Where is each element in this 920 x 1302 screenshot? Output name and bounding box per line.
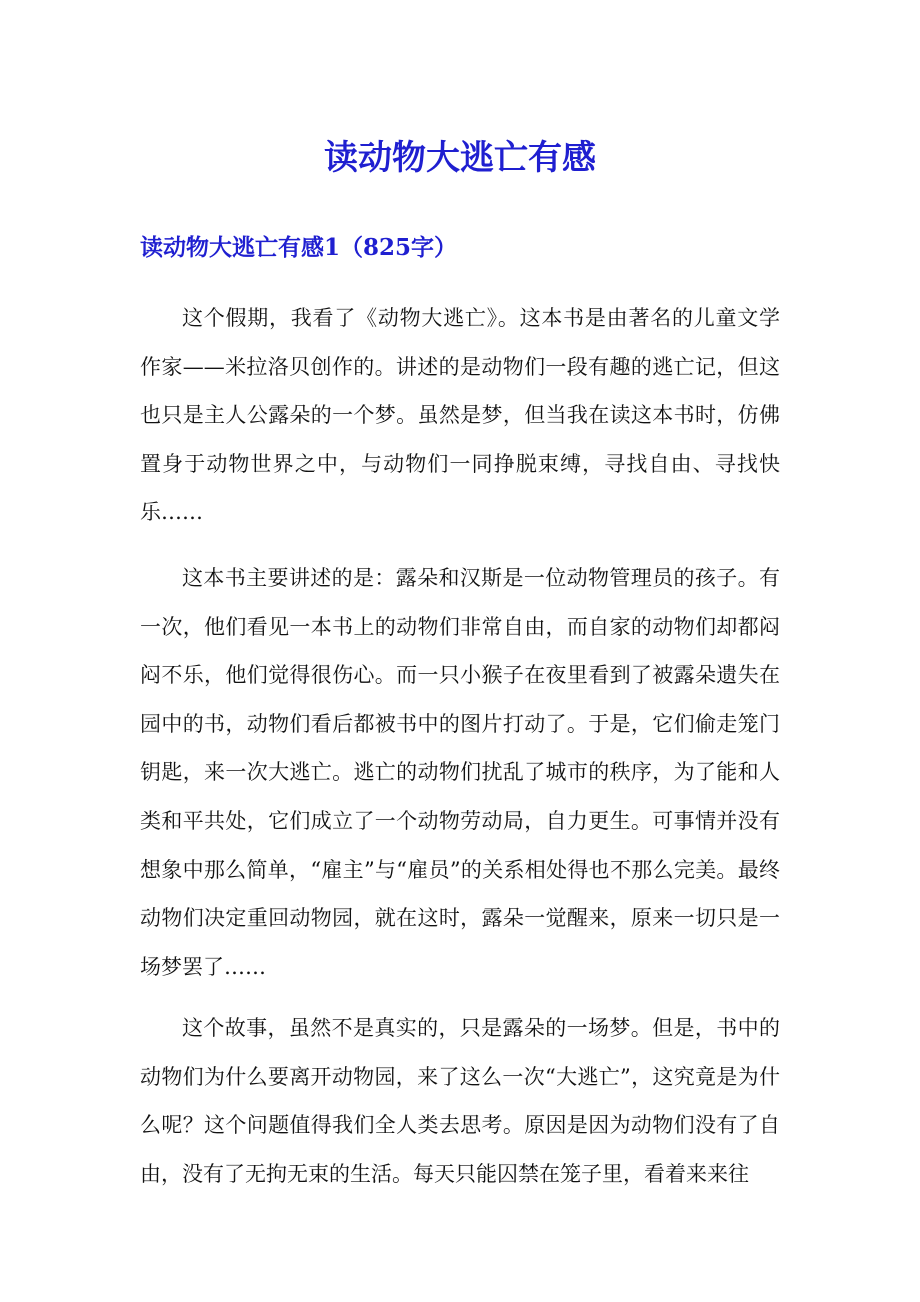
paragraph-3: 这个故事，虽然不是真实的，只是露朵的一场梦。但是，书中的动物们为什么要离开动物园，来了这么一次“大逃亡”，这究竟是为什么呢？这个问题值得我们全人类去思考。原因是因为动物们没有了自由，没有了无拘无束的生活。每天只能囚禁在笼子里，看着来来往 bbox=[140, 1016, 780, 1186]
document-title: 读动物大逃亡有感 bbox=[324, 138, 596, 178]
section-heading: 读动物大逃亡有感1（825字） bbox=[140, 234, 458, 261]
paragraph-2: 这本书主要讲述的是：露朵和汉斯是一位动物管理员的孩子。有一次，他们看见一本书上的动物们非常自由，而自家的动物们却都闷闷不乐，他们觉得很伤心。而一只小猴子在夜里看到了被露朵遗失在园中的书，动物们看后都被书中的图片打动了。于是，它们偷走笼门钥匙，来一次大逃亡。逃亡的动物们扰乱了城市的秩序，为了能和人类和平共处，它们成立了一个动物劳动局，自力更生。可事情并没有想象中那么简单，“雇主”与“雇员”的关系相处得也不那么完美。最终动物们决定重回动物园，就在这时，露朵一觉醒来，原来一切只是一场梦罢了…… bbox=[140, 566, 780, 979]
paragraph-1: 这个假期，我看了《动物大逃亡》。这本书是由著名的儿童文学作家——米拉洛贝创作的。讲述的是动物们一段有趣的逃亡记，但这也只是主人公露朵的一个梦。虽然是梦，但当我在读这本书时，仿佛置身于动物世界之中，与动物们一同挣脱束缚，寻找自由、寻找快乐…… bbox=[140, 306, 780, 525]
